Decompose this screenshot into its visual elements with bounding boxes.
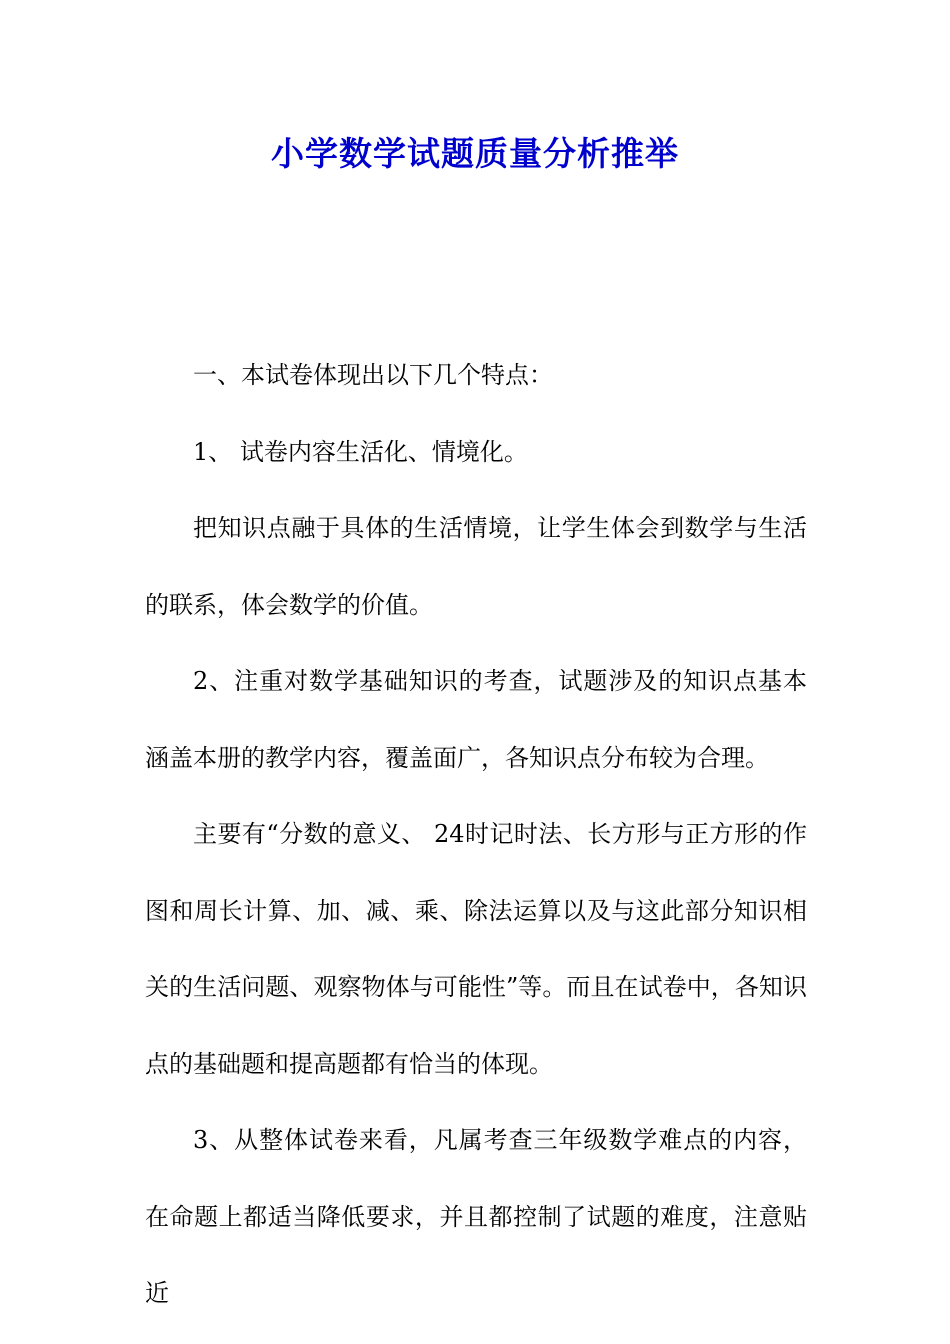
- paragraph-point-1: 1、 试卷内容生活化、情境化。: [193, 437, 528, 466]
- document-title: 小学数学试题质量分析推举: [271, 134, 679, 173]
- paragraph-point-3: 3、从整体试卷来看，凡属考查三年级数学难点的内容，在命题上都适当降低要求，并且都控制了试题的难度，注意贴近: [145, 1126, 807, 1307]
- paragraph-point-1-detail: 把知识点融于具体的生活情境，让学生体会到数学与生活的联系，体会数学的价值。: [145, 514, 807, 619]
- paragraph-point-2-detail: 主要有“分数的意义、 24时记时法、长方形与正方形的作图和周长计算、加、减、乘、除法运算以及与这此部分知识相关的生活问题、观察物体与可能性”等。而且在试卷中，各知识点的基础题和提高题都有恰当的体现。: [145, 820, 807, 1078]
- paragraph-point-2: 2、注重对数学基础知识的考查，试题涉及的知识点基本涵盖本册的教学内容，覆盖面广，各知识点分布较为合理。: [145, 667, 807, 772]
- document-body: [145, 337, 807, 1332]
- paragraph-section-heading: 一、本试卷体现出以下几个特点：: [193, 361, 553, 389]
